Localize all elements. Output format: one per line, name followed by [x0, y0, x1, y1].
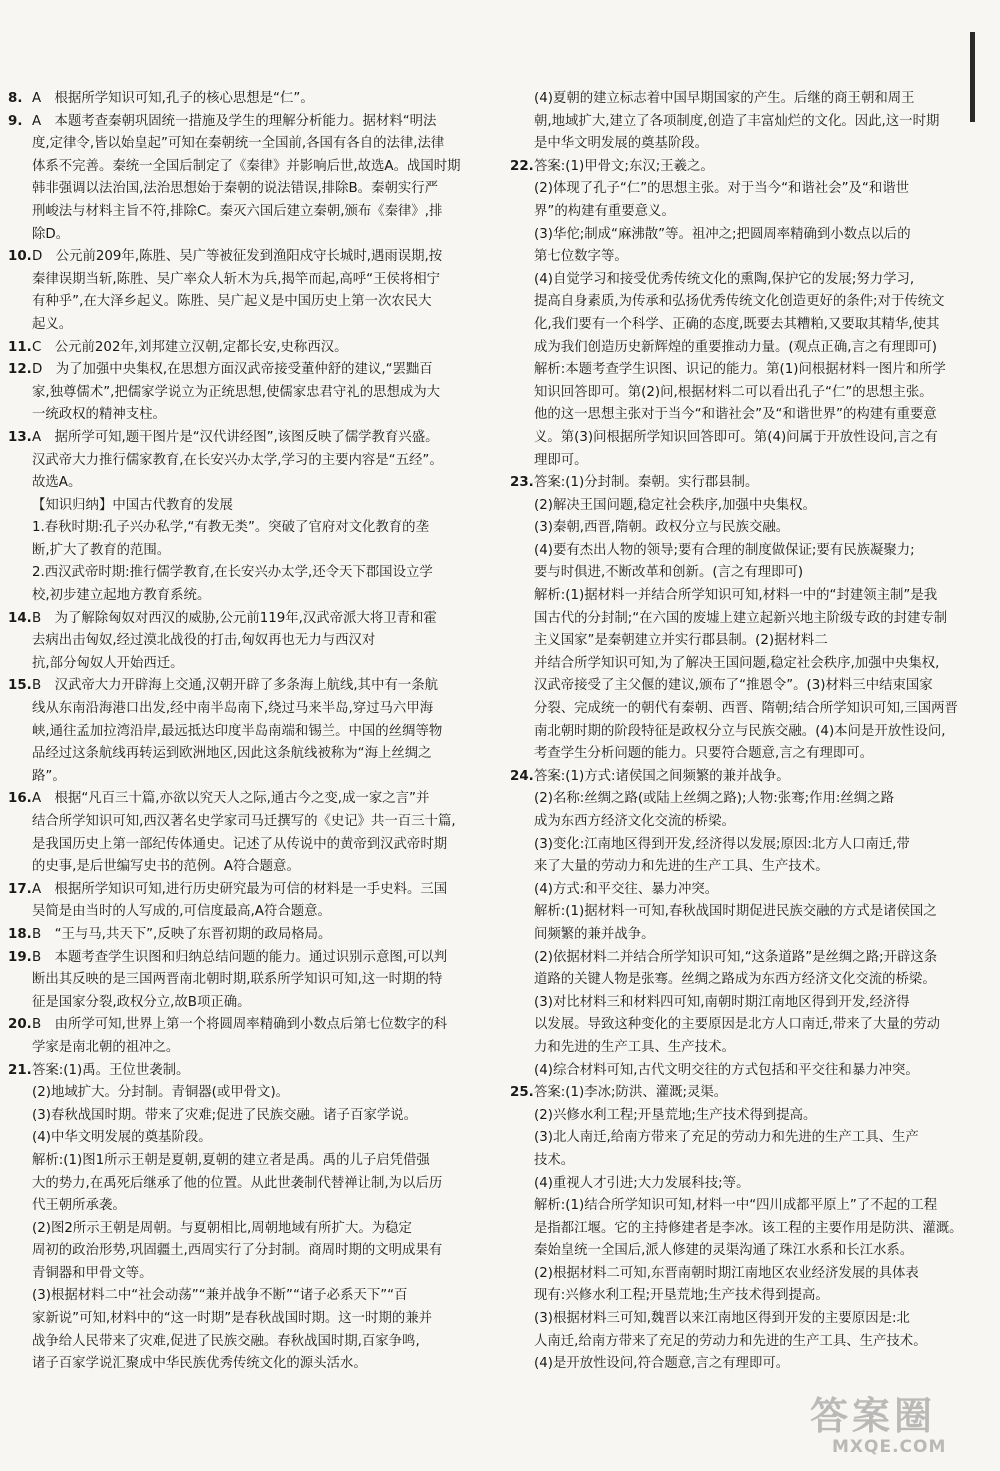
text-line: 家,独尊儒术”,把儒家学说立为正统思想,使儒家忠君守礼的思想成为大 — [32, 384, 441, 400]
text-line: B 汉武帝大力开辟海上交通,汉朝开辟了多条海上航线,其中有一条航 — [32, 678, 439, 694]
text-line: (3)根据材料二中“社会动荡”“兼并战争不断”“诸子必系天下”“百 — [32, 1288, 408, 1304]
answer-item — [8, 788, 486, 878]
text-line: 主义国家”是秦朝建立并实行郡县制。(2)据材料二 — [534, 633, 828, 649]
text-line: 道路的关键人物是张骞。丝绸之路成为东西方经济文化交流的桥梁。 — [534, 972, 936, 988]
text-line: (4)方式:和平交往、暴力冲突。 — [534, 881, 719, 897]
text-line: 青铜器和甲骨文等。 — [32, 1265, 153, 1281]
answer-text — [8, 608, 486, 676]
text-line: 战争给人民带来了灾难,促进了民族交融。春秋战国时期,百家争鸣, — [32, 1333, 420, 1349]
answer-text — [510, 472, 988, 766]
answer-text — [510, 156, 988, 472]
text-line: 度,定律令,皆以始皇起”可知在秦朝统一全国前,各国有各自的法律,法律 — [32, 136, 445, 152]
text-line: (4)自觉学习和接受优秀传统文化的熏陶,保护它的发展;努力学习, — [534, 271, 915, 287]
question-number: 25. — [510, 1085, 534, 1101]
text-line: (4)重视人才引进;大力发展科技;等。 — [534, 1175, 750, 1191]
text-line: (3)对比材料三和材料四可知,南朝时期江南地区得到开发,经济得 — [534, 994, 910, 1010]
answer-item — [8, 111, 486, 247]
answer-item — [8, 879, 486, 924]
text-line: (2)解决王国问题,稳定社会秩序,加强中央集权。 — [534, 497, 816, 513]
answer-text — [8, 1014, 486, 1059]
question-number: 14. — [8, 610, 32, 626]
text-line: 力和先进的生产工具、生产技术。 — [534, 1039, 735, 1055]
text-line: 界”的构建有重要意义。 — [534, 203, 675, 219]
answer-item — [8, 427, 486, 608]
text-line: 刑峻法与材料主旨不符,排除C。秦灭六国后建立秦朝,颁布《秦律》,排 — [32, 203, 443, 219]
question-number: 22. — [510, 158, 534, 174]
question-number: 9. — [8, 113, 23, 129]
question-number: 8. — [8, 91, 23, 106]
answer-item — [8, 924, 486, 947]
text-line: 理即可。 — [534, 452, 588, 468]
text-line: 来了大量的劳动力和先进的生产工具、生产技术。 — [534, 859, 829, 875]
text-line: 起义。 — [32, 316, 73, 332]
text-line: (4)综合材料可知,古代文明交往的方式包括和平交往和暴力冲突。 — [534, 1062, 919, 1078]
answer-item — [8, 1060, 486, 1376]
answer-item — [8, 246, 486, 336]
text-line: 周初的政治形势,巩固疆土,西周实行了分封制。商周时期的文明成果有 — [32, 1243, 443, 1259]
text-line: 知识回答即可。第(2)问,根据材料二可以看出孔子“仁”的思想主张。 — [534, 384, 933, 400]
text-line: 路”。 — [32, 768, 66, 784]
text-line: D 为了加强中央集权,在思想方面汉武帝接受董仲舒的建议,“罢黜百 — [32, 362, 433, 378]
text-line: 间频繁的兼并战争。 — [534, 926, 655, 942]
text-line: (4)中华文明发展的奠基阶段。 — [32, 1130, 212, 1146]
answer-text — [8, 924, 486, 947]
question-number: 17. — [8, 881, 32, 897]
text-line: 并结合所学知识可知,为了解决王国问题,稳定社会秩序,加强中央集权, — [534, 655, 940, 671]
answer-text — [8, 675, 486, 788]
text-line: 解析:(1)图1所示王朝是夏朝,夏朝的建立者是禹。禹的儿子启凭借强 — [32, 1152, 430, 1168]
text-line: (2)依据材料二并结合所学知识可知,“这条道路”是丝绸之路;开辟这条 — [534, 949, 938, 965]
text-line: A 根据所学知识可知,进行历史研究最为可信的材料是一手史料。三国 — [32, 881, 448, 897]
text-line: 秦始皇统一全国后,派人修建的灵渠沟通了珠江水系和长江水系。 — [534, 1243, 914, 1259]
text-line: 人南迁,给南方带来了充足的劳动力和先进的生产工具、生产技术。 — [534, 1333, 927, 1349]
answer-item — [510, 156, 988, 472]
text-line: 考查学生分析问题的能力。只要符合题意,言之有理即可。 — [534, 746, 874, 762]
text-line: 国古代的分封制;“在六国的废墟上建立起新兴地主阶级专政的封建专制 — [534, 610, 948, 626]
answer-item — [510, 1082, 988, 1376]
text-line: (2)体现了孔子“仁”的思想主张。对于当今“和谐社会”及“和谐世 — [534, 181, 910, 197]
watermark-url: MXQE.COM — [832, 1437, 947, 1457]
text-line: 体系不完善。秦统一全国后制定了《秦律》并影响后世,故选A。战国时期 — [32, 158, 461, 174]
text-line: 品经过这条航线再转运到欧洲地区,因此这条航线被称为“海上丝绸之 — [32, 746, 432, 762]
answer-text — [8, 359, 486, 427]
text-line: 答案:(1)分封制。秦朝。实行郡县制。 — [534, 475, 759, 491]
text-line: 峡,通往孟加拉湾沿岸,最远抵达印度半岛南端和锡兰。中国的丝绸等物 — [32, 723, 443, 739]
answer-item — [8, 675, 486, 788]
text-line: (2)图2所示王朝是周朝。与夏朝相比,周朝地域有所扩大。为稳定 — [32, 1220, 412, 1236]
text-line: A 本题考查秦朝巩固统一措施及学生的理解分析能力。据材料“明法 — [32, 113, 437, 129]
text-line: 第七位数字等。 — [534, 249, 628, 265]
answer-text — [8, 111, 486, 247]
text-line: 他的这一思想主张对于当今“和谐社会”及“和谐世界”的构建有重要意 — [534, 407, 937, 423]
text-line: 答案:(1)方式:诸侯国之间频繁的兼并战争。 — [534, 768, 790, 784]
text-line: 要与时俱进,不断改革和创新。(言之有理即可) — [534, 565, 804, 581]
text-line: B 由所学可知,世界上第一个将圆周率精确到小数点后第七位数字的科 — [32, 1017, 448, 1033]
text-line: B 为了解除匈奴对西汉的威胁,公元前119年,汉武帝派大将卫青和霍 — [32, 610, 437, 626]
text-line: 断,扩大了教育的范围。 — [32, 542, 171, 558]
text-line: 代王朝所承袭。 — [32, 1198, 126, 1214]
text-line: 成为我们创造历史新辉煌的重要推动力量。(观点正确,言之有理即可) — [534, 339, 938, 355]
text-line: 校,初步建立起地方教育系统。 — [32, 588, 211, 604]
text-line: 答案:(1)甲骨文;东汉;王羲之。 — [534, 158, 714, 174]
answer-text — [8, 879, 486, 924]
text-line: B “王与马,共天下”,反映了东晋初期的政局格局。 — [32, 926, 332, 942]
answer-text — [8, 337, 486, 360]
question-number: 16. — [8, 791, 32, 807]
text-line: 一统政权的精神支柱。 — [32, 407, 166, 423]
text-line: 【知识归纳】中国古代教育的发展 — [32, 497, 233, 513]
answer-text — [8, 88, 486, 111]
text-line: 朝,地域扩大,建立了各项制度,创造了丰富灿烂的文化。因此,这一时期 — [534, 113, 940, 129]
answer-item — [8, 359, 486, 427]
text-line: (2)兴修水利工程;开垦荒地;生产技术得到提高。 — [534, 1107, 817, 1123]
text-line: 南北朝时期的阶段特征是政权分立与民族交融。(4)本问是开放性设问, — [534, 723, 946, 739]
text-line: 抗,部分匈奴人开始西迁。 — [32, 655, 184, 671]
text-line: 解析:(1)据材料一并结合所学知识可知,材料一中的“封建领主制”是我 — [534, 588, 938, 604]
text-line: (2)根据材料二可知,东晋南朝时期江南地区农业经济发展的具体表 — [534, 1265, 919, 1281]
text-line: 技术。 — [534, 1152, 575, 1168]
answer-text — [8, 246, 486, 336]
text-line: (4)夏朝的建立标志着中国早期国家的产生。后继的商王朝和周王 — [534, 91, 915, 106]
text-line: 汉武帝大力推行儒家教育,在长安兴办太学,学习的主要内容是“五经”。 — [32, 452, 443, 468]
text-line: 除D。 — [32, 226, 70, 242]
text-line: 吴简是由当时的人写成的,可信度最高,A符合题意。 — [32, 904, 331, 920]
text-line: 提高自身素质,为传承和弘扬优秀传统文化创造更好的条件;对于传统文 — [534, 294, 945, 310]
question-number: 12. — [8, 362, 32, 378]
text-line: 2.西汉武帝时期:推行儒学教育,在长安兴办太学,还令天下郡国设立学 — [32, 565, 433, 581]
text-line: A 据所学可知,题干图片是“汉代讲经图”,该图反映了儒学教育兴盛。 — [32, 429, 439, 445]
text-line: 秦律误期当斩,陈胜、吴广率众人斩木为兵,揭竿而起,高呼“王侯将相宁 — [32, 271, 441, 287]
answer-item — [8, 337, 486, 360]
text-line: 有种乎”,在大泽乡起义。陈胜、吴广起义是中国历史上第一次农民大 — [32, 294, 432, 310]
text-line: D 公元前209年,陈胜、吴广等被征发到渔阳戍守长城时,遇雨误期,按 — [32, 249, 443, 265]
question-number: 21. — [8, 1062, 32, 1078]
text-line: 汉武帝接受了主父偃的建议,颁布了“推恩令”。(3)材料三中结束国家 — [534, 678, 933, 694]
question-number: 20. — [8, 1017, 32, 1033]
text-line: A 根据所学知识可知,孔子的核心思想是“仁”。 — [32, 91, 314, 106]
text-line: 是中华文明发展的奠基阶段。 — [534, 136, 709, 152]
text-line: 学家是南北朝的祖冲之。 — [32, 1039, 180, 1055]
answer-text — [8, 1060, 486, 1376]
answer-text — [510, 1082, 988, 1376]
question-number: 23. — [510, 475, 534, 491]
watermark-logo: 答案圈 — [810, 1394, 937, 1438]
text-line: 化,我们要有一个科学、正确的态度,既要去其糟粕,又要取其精华,使其 — [534, 316, 940, 332]
text-line: 解析:本题考查学生识图、识记的能力。第(1)问根据材料一图片和所学 — [534, 362, 946, 378]
answer-text — [510, 766, 988, 1082]
text-line: (2)地域扩大。分封制。青铜器(或甲骨文)。 — [32, 1085, 290, 1101]
question-number: 10. — [8, 249, 32, 265]
text-line: 分裂、完成统一的朝代有秦朝、西晋、隋朝;结合所学知识可知,三国两晋 — [534, 701, 958, 717]
text-line: 解析:(1)结合所学知识可知,材料一中“四川成都平原上”了不起的工程 — [534, 1198, 938, 1214]
right-column — [510, 88, 988, 1376]
answer-text — [8, 947, 486, 1015]
text-line: 以发展。导致这种变化的主要原因是北方人口南迁,带来了大量的劳动 — [534, 1017, 940, 1033]
answer-item — [510, 88, 988, 156]
text-line: 去病出击匈奴,经过漠北战役的打击,匈奴再也无力与西汉对 — [32, 633, 376, 649]
text-line: 1.春秋时期:孔子兴办私学,“有教无类”。突破了官府对文化教育的垄 — [32, 520, 429, 536]
question-number: 19. — [8, 949, 32, 965]
left-column — [8, 88, 486, 1376]
text-line: (4)要有杰出人物的领导;要有合理的制度做保证;要有民族凝聚力; — [534, 542, 915, 558]
answer-text — [510, 88, 988, 156]
answer-item — [8, 1014, 486, 1059]
text-line: 家新说”可知,材料中的“这一时期”是春秋战国时期。这一时期的兼并 — [32, 1311, 433, 1327]
text-line: (2)名称:丝绸之路(或陆上丝绸之路);人物:张骞;作用:丝绸之路 — [534, 791, 894, 807]
text-line: (3)秦朝,西晋,隋朝。政权分立与民族交融。 — [534, 520, 790, 536]
text-line: 结合所学知识可知,西汉著名史学家司马迁撰写的《史记》共一百三十篇, — [32, 814, 456, 829]
text-line: 大的势力,在禹死后继承了他的位置。从此世袭制代替禅让制,为以后历 — [32, 1175, 443, 1191]
text-line: 的史事,是后世编写史书的范例。A符合题意。 — [32, 859, 300, 875]
answer-text — [8, 788, 486, 878]
text-line: (3)根据材料三可知,魏晋以来江南地区得到开发的主要原因是:北 — [534, 1311, 910, 1327]
text-line: 答案:(1)禹。王位世袭制。 — [32, 1062, 190, 1078]
answer-item — [8, 88, 486, 111]
text-line: 故选A。 — [32, 475, 82, 491]
text-line: 线从东南沿海港口出发,经中南半岛南下,绕过马来半岛,穿过马六甲海 — [32, 701, 434, 717]
text-line: (3)华佗;制成“麻沸散”等。祖冲之;把圆周率精确到小数点以后的 — [534, 226, 911, 242]
answer-item — [8, 947, 486, 1015]
text-line: 是我国历史上第一部纪传体通史。记述了从传说中的黄帝到汉武帝时期 — [32, 836, 448, 852]
text-line: B 本题考查学生识图和归纳总结问题的能力。通过识别示意图,可以判 — [32, 949, 448, 965]
answer-item — [510, 766, 988, 1082]
question-number: 15. — [8, 678, 32, 694]
text-line: 解析:(1)据材料一可知,春秋战国时期促进民族交融的方式是诸侯国之 — [534, 904, 937, 920]
text-line: 断出其反映的是三国两晋南北朝时期,联系所学知识可知,这一时期的特 — [32, 972, 443, 988]
text-line: 韩非强调以法治国,法治思想始于秦朝的说法错误,排除B。秦朝实行严 — [32, 181, 439, 197]
text-line: (3)春秋战国时期。带来了灾难;促进了民族交融。诸子百家学说。 — [32, 1107, 418, 1123]
text-line: 是指都江堰。它的主持修建者是李冰。该工程的主要作用是防洪、灌溉。 — [534, 1220, 963, 1236]
question-number: 11. — [8, 339, 32, 355]
answer-item — [510, 472, 988, 766]
text-line: 征是国家分裂,政权分立,故B项正确。 — [32, 994, 251, 1010]
question-number: 13. — [8, 429, 32, 445]
text-line: 诸子百家学说汇聚成中华民族优秀传统文化的源头活水。 — [32, 1356, 367, 1372]
text-line: 答案:(1)李冰;防洪、灌溉;灵渠。 — [534, 1085, 728, 1101]
text-line: (3)北人南迁,给南方带来了充足的劳动力和先进的生产工具、生产 — [534, 1130, 919, 1146]
question-number: 18. — [8, 926, 32, 942]
text-line: 现有:兴修水利工程;开垦荒地;生产技术得到提高。 — [534, 1288, 829, 1304]
text-line: (3)变化:江南地区得到开发,经济得以发展;原因:北方人口南迁,带 — [534, 836, 910, 852]
text-line: A 根据“凡百三十篇,亦欲以究天人之际,通古今之变,成一家之言”并 — [32, 791, 430, 807]
answer-text — [8, 427, 486, 608]
question-number: 24. — [510, 768, 534, 784]
answer-item — [8, 608, 486, 676]
text-line: C 公元前202年,刘邦建立汉朝,定都长安,史称西汉。 — [32, 339, 348, 355]
text-line: 义。第(3)问根据所学知识回答即可。第(4)问属于开放性设问,言之有 — [534, 429, 938, 445]
watermark — [810, 1395, 995, 1467]
text-line: 成为东西方经济文化交流的桥梁。 — [534, 814, 735, 829]
text-line: (4)是开放性设问,符合题意,言之有理即可。 — [534, 1356, 790, 1372]
